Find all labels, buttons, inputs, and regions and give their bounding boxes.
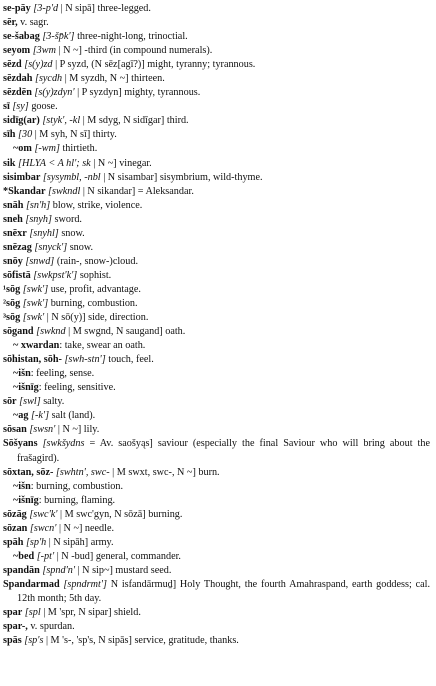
headword: sidīg(ar) [3,115,40,127]
transcription: [3-šp̄k'] [42,31,75,43]
headword: sōr [3,396,17,408]
dictionary-entry [3,423,430,437]
definition: sophist. [77,269,112,281]
dictionary-entry [3,325,430,339]
headword: ~ xwardan [13,340,60,352]
headword: se-pāy [3,3,31,14]
definition: | N ~] vinegar. [90,157,152,169]
transcription: [swcn' [29,522,57,534]
sub-entry [3,480,430,494]
transcription: [swhtn', swc- [55,466,110,478]
headword: sīh [3,129,16,141]
dictionary-entry [3,100,430,114]
sub-entry [3,381,430,395]
dictionary-entry [3,199,430,213]
definition: | N sisambar] sisymbrium, wild-thyme. [100,171,263,183]
dictionary-entry [3,44,430,58]
dictionary-entry [3,634,430,648]
dictionary-entry [3,395,430,409]
definition: salt (land). [49,410,96,422]
definition: | M sdyg, N sidīgar] third. [80,115,189,127]
headword: sōxtan, sōz- [3,466,54,478]
dictionary-entry [3,353,430,367]
headword: snēxr [3,227,27,239]
headword: ²sōg [3,297,21,309]
transcription: [swh-stn'] [64,354,106,366]
dictionary-entry [3,255,430,269]
headword: spandān [3,564,40,576]
definition: | M syh, N sī] thirty. [32,129,117,141]
dictionary-entry [3,297,430,311]
transcription: [swk'] [22,297,49,309]
dictionary-entry [3,86,430,100]
transcription: [swkpst'k'] [33,269,78,281]
transcription: [-k'] [31,410,50,422]
definition: = Av. saošyąs] saviour (especially the final Saviour who will bring about the frašagird). [17,438,430,464]
definition: | N ~] lily. [55,424,100,436]
definition: | M syzdh, N ~] thirteen. [62,73,165,85]
transcription: [sn'h] [25,199,51,211]
dictionary-entry [3,227,430,241]
definition: snow. [58,227,85,239]
dictionary-entry [3,564,430,578]
dictionary-entry [3,311,430,325]
dictionary-entry [3,213,430,227]
headword: snāh [3,199,24,211]
transcription: [snyh] [25,213,52,225]
headword: snōy [3,255,23,267]
headword: ³sōg [3,312,21,324]
transcription: [3wm [32,45,56,57]
transcription: [swk'] [22,283,49,295]
definition: N isfandārmuḏ] Holy Thought, the fourth Amahraspand, earth goddess; cal. 12th month; 5th day. [17,578,430,604]
headword: spar [3,607,23,619]
definition: : feeling, sense. [30,368,95,380]
definition: snow. [67,241,94,253]
transcription: [snyhl] [29,227,59,239]
definition: | N sō(y)] side, direction. [44,312,149,324]
transcription: [swl] [19,396,41,408]
headword: sī [3,101,10,113]
headword: *Skandar [3,185,46,197]
transcription: [HLYA < A hl'; sk [18,157,91,169]
definition: sword. [51,213,82,225]
transcription: [sp'h [25,536,47,548]
headword: sik [3,157,16,169]
dictionary-entry [3,578,430,606]
dictionary-entry [3,157,430,171]
transcription: [sp's [24,635,44,647]
definition: salty. [40,396,65,408]
sub-entry [3,494,430,508]
definition: | N ~] needle. [56,522,115,534]
dictionary-entry [3,241,430,255]
sub-entry [3,339,430,353]
headword: ~išn [13,480,31,492]
definition: | M 's-, 'sp's, N sipās] service, gratitude, thanks. [43,635,239,647]
headword: snēzag [3,241,32,253]
transcription: [spnd'n' [42,564,76,576]
dictionary-entry [3,269,430,283]
sub-entry [3,409,430,423]
definition: : burning, flaming. [38,494,116,506]
headword: spāh [3,536,24,548]
definition: : take, swear an oath. [59,340,146,352]
headword: ~išn [13,368,31,380]
transcription: [swsn' [29,424,56,436]
transcription: [snyck'] [34,241,68,253]
dictionary-entry [3,508,430,522]
definition: three-night-long, trinoctial. [74,31,188,43]
transcription: [sycdh [34,73,63,85]
dictionary-entry [3,620,430,634]
definition: | N sipāh] army. [46,536,114,548]
headword: sēzdah [3,73,33,85]
transcription: [swkndl [48,185,81,197]
definition: | N -bud] general, commander. [54,550,181,562]
transcription: [sysymbl, -nbl [42,171,101,183]
headword: sōhistan, sōh- [3,354,62,366]
headword: spās [3,635,22,647]
sub-entry [3,367,430,381]
dictionary-entry [3,114,430,128]
definition: | P syzd, (N sēz[agī?)] might, tyranny; tyrannous. [52,59,256,71]
headword: sōsan [3,424,27,436]
transcription: [swk' [22,312,45,324]
sub-entry [3,550,430,564]
definition: use, profit, advantage. [48,283,141,295]
headword: sōzan [3,522,28,534]
dictionary-entry [3,58,430,72]
headword: sōgand [3,326,34,338]
dictionary-entry [3,16,430,30]
headword: ~išnīg [13,494,39,506]
headword: ~išnīg [13,382,39,394]
headword: ¹sōg [3,283,21,295]
transcription: [sy] [12,101,29,113]
headword: sēzd [3,59,22,71]
definition: | M swgnd, N saugand] oath. [65,326,186,338]
transcription: [s(y)zd [24,59,53,71]
dictionary-entry [3,536,430,550]
transcription: [swknd [36,326,66,338]
sub-entry [3,142,430,156]
definition: v. spurdan. [27,621,75,633]
headword: Spandarmad [3,578,60,590]
definition: burning, combustion. [48,297,138,309]
definition: | M swc'gyn, N sōzā] burning. [57,508,183,520]
transcription: [spl [24,607,41,619]
headword: ~om [13,143,32,155]
transcription: [s(y)zdyn' [34,87,75,99]
headword: ~bed [13,550,35,562]
transcription: [swc'k' [29,508,58,520]
headword: spar-, [3,621,28,633]
headword: seyom [3,45,31,57]
headword: sisimbar [3,171,41,183]
transcription: [30 [18,129,33,141]
definition: | M swxt, swc-, N ~] burn. [109,466,220,478]
dictionary-entry [3,128,430,142]
definition: thirtieth. [59,143,98,155]
definition: : feeling, sensitive. [38,382,116,394]
definition: | N sikandar] = Aleksandar. [80,185,194,197]
definition: goose. [28,101,58,113]
transcription: [styk', -kl [42,115,81,127]
dictionary-entry [3,171,430,185]
dictionary-entry [3,283,430,297]
dictionary-entry [3,606,430,620]
dictionary-entry [3,2,430,16]
transcription: [swkšydns [42,438,85,450]
headword: sēr, [3,17,18,29]
definition: | N sip~] mustard seed. [75,564,172,576]
dictionary-entry [3,437,430,465]
definition: v. sagr. [17,17,49,29]
headword: se-šabag [3,31,40,43]
dictionary-entry [3,30,430,44]
transcription: [3-p'd [33,3,59,14]
definition: | N sipā] three-legged. [58,3,151,14]
dictionary-entry [3,466,430,480]
definition: | M 'spr, N sipar] shield. [40,607,141,619]
headword: sneh [3,213,23,225]
definition: | P syzdyn] mighty, tyrannous. [74,87,201,99]
definition: (rain-, snow-)cloud. [54,255,139,267]
transcription: [-wm] [34,143,60,155]
headword: Sōšyans [3,438,38,450]
transcription: [spndrmt'] [63,578,107,590]
transcription: [-pt' [36,550,55,562]
headword: sōzāg [3,508,27,520]
transcription: [snwd] [25,255,55,267]
dictionary-entry [3,185,430,199]
definition: touch, feel. [105,354,154,366]
headword: sēzdēn [3,87,32,99]
definition: blow, strike, violence. [50,199,143,211]
dictionary-entry [3,522,430,536]
definition: | N ~] -third (in compound numerals). [55,45,213,57]
headword: ~ag [13,410,29,422]
headword: sōfistā [3,269,31,281]
dictionary-entry [3,72,430,86]
definition: : burning, combustion. [30,480,124,492]
